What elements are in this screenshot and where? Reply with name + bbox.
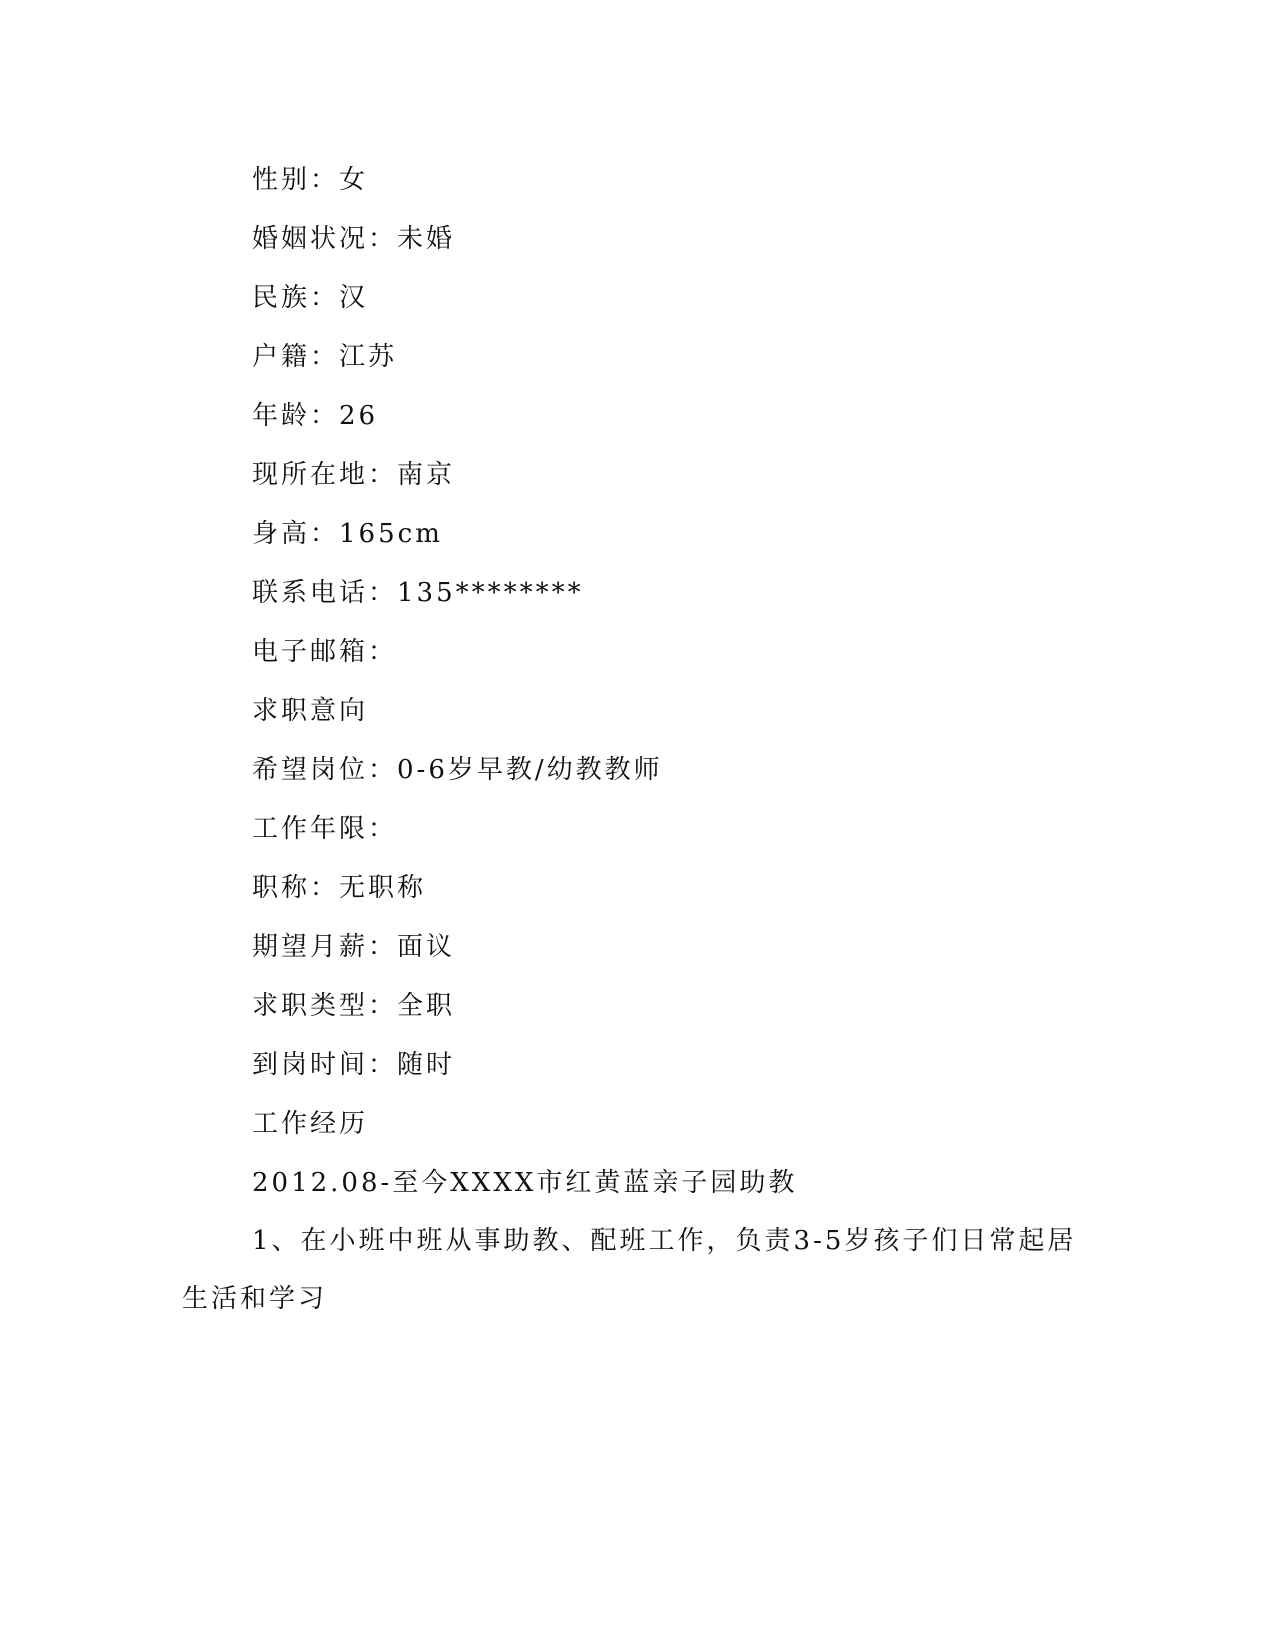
duty-item-continuation: 生活和学习 bbox=[182, 1284, 328, 1314]
work-experience-heading: 工作经历 bbox=[252, 1109, 369, 1139]
duty-item-line: 1、在小班中班从事助教、配班工作，负责3-5岁孩子们日常起居 bbox=[252, 1226, 1077, 1256]
professional-title-line: 职称：无职称 bbox=[252, 873, 427, 903]
job-type-line: 求职类型：全职 bbox=[252, 991, 456, 1021]
job-intention-heading: 求职意向 bbox=[252, 696, 369, 726]
employment-entry-line: 2012.08-至今XXXX市红黄蓝亲子园助教 bbox=[252, 1168, 798, 1198]
ethnicity-line: 民族：汉 bbox=[252, 283, 369, 313]
availability-line: 到岗时间：随时 bbox=[252, 1050, 456, 1080]
gender-line: 性别：女 bbox=[252, 165, 369, 195]
current-location-line: 现所在地：南京 bbox=[252, 460, 456, 490]
work-years-line: 工作年限： bbox=[252, 814, 398, 844]
household-registration-line: 户籍：江苏 bbox=[252, 342, 398, 372]
email-line: 电子邮箱： bbox=[252, 637, 398, 667]
desired-position-line: 希望岗位：0-6岁早教/幼教教师 bbox=[252, 755, 663, 785]
age-line: 年龄：26 bbox=[252, 401, 379, 431]
height-line: 身高：165cm bbox=[252, 519, 443, 549]
phone-line: 联系电话：135******** bbox=[252, 578, 584, 608]
expected-salary-line: 期望月薪：面议 bbox=[252, 932, 456, 962]
marital-status-line: 婚姻状况：未婚 bbox=[252, 224, 456, 254]
